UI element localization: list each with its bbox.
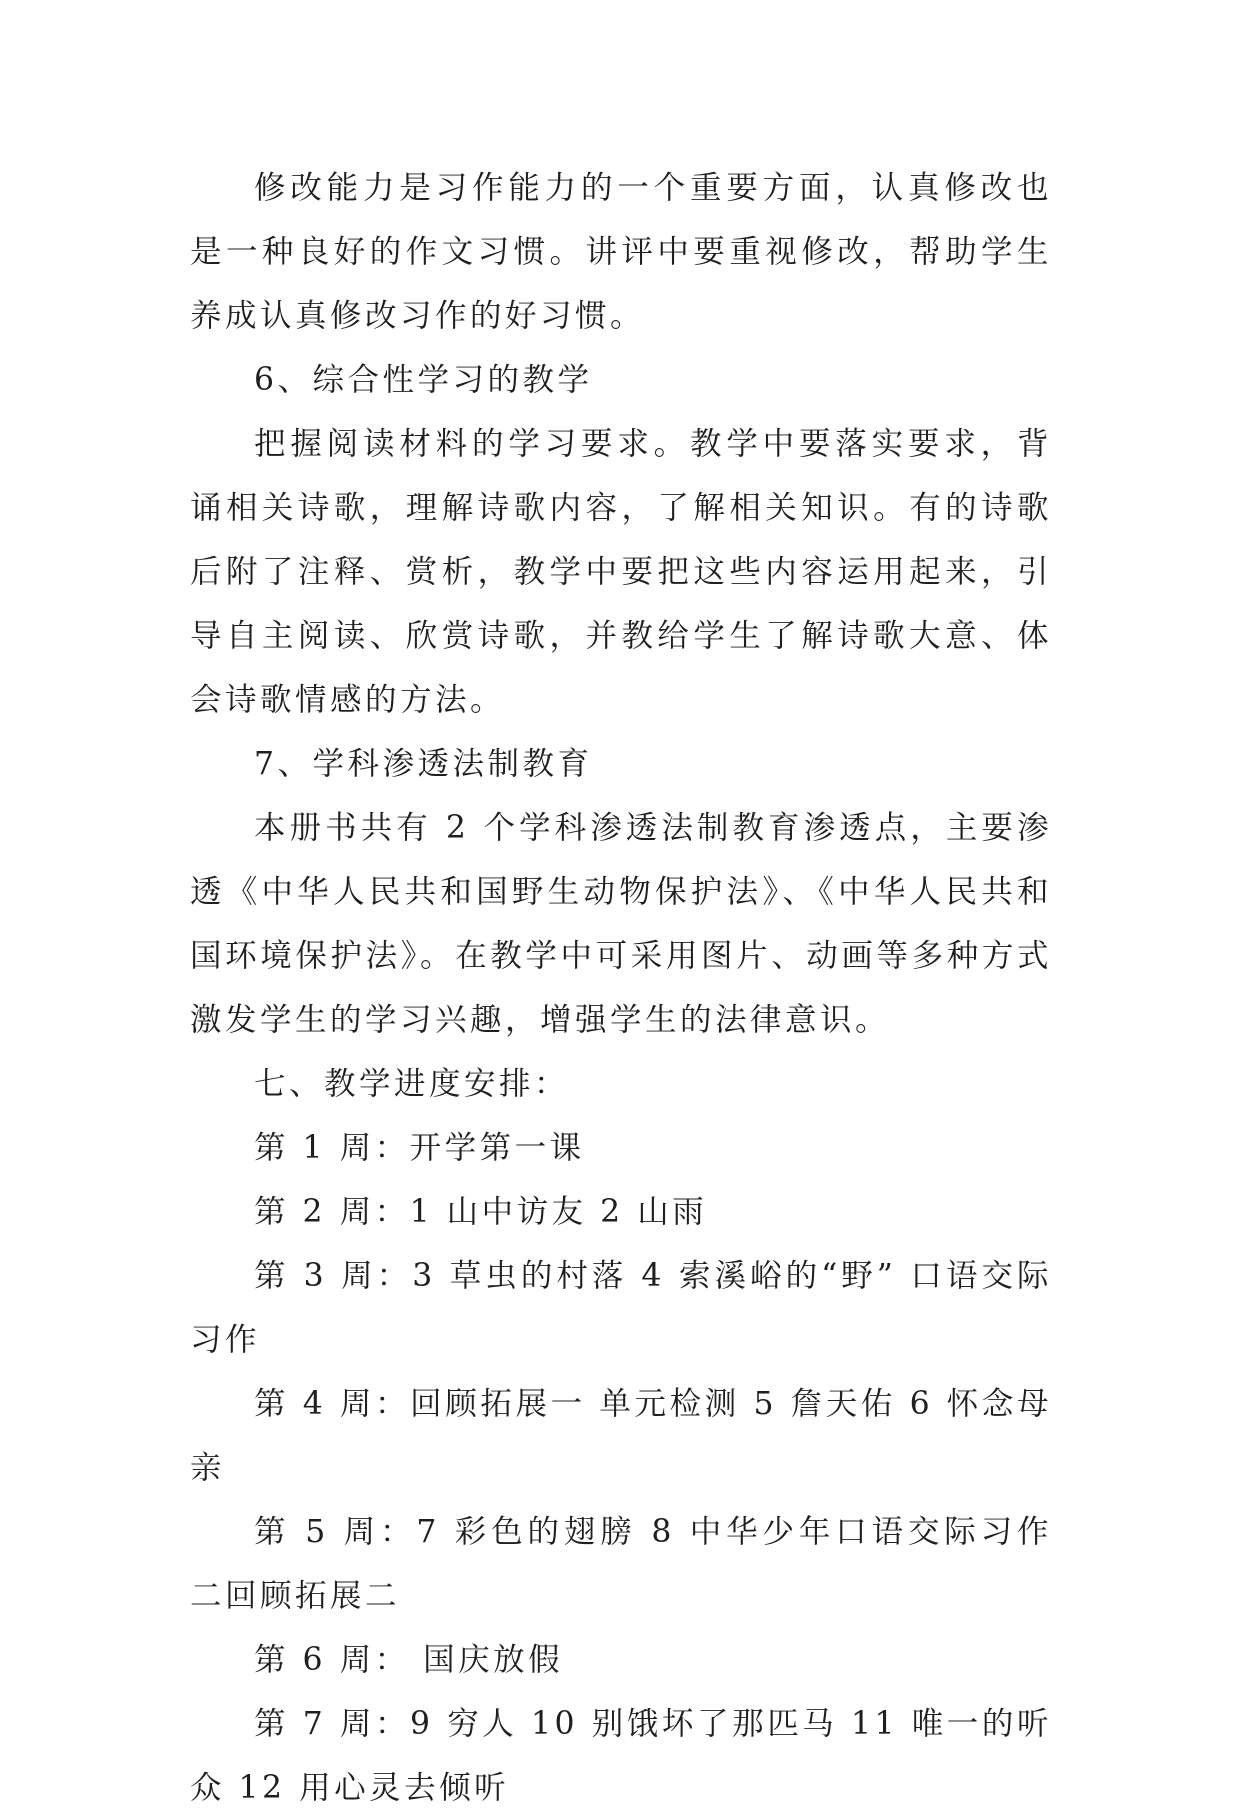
schedule-week-6: 第 6 周： 国庆放假: [254, 1642, 564, 1678]
paragraph-reading-materials: 把握阅读材料的学习要求。教学中要落实要求，背诵相关诗歌，理解诗歌内容，了解相关知识。有的诗歌后附了注释、赏析，教学中要把这些内容运用起来，引导自主阅读、欣赏诗歌，并教给学生了解诗歌大意、体会诗歌情感的方法。: [190, 426, 1052, 718]
paragraph-revision-ability: 修改能力是习作能力的一个重要方面，认真修改也是一种良好的作文习惯。讲评中要重视修改，帮助学生养成认真修改习作的好习惯。: [190, 170, 1052, 334]
schedule-week-5: 第 5 周：7 彩色的翅膀 8 中华少年口语交际习作二回顾拓展二: [190, 1514, 1052, 1614]
heading-teaching-schedule: 七、教学进度安排：: [254, 1066, 570, 1102]
heading-integrated-learning: 6、综合性学习的教学: [254, 362, 593, 398]
paragraph-legal-education: 本册书共有 2 个学科渗透法制教育渗透点，主要渗透《中华人民共和国野生动物保护法》、《中华人民共和国环境保护法》。在教学中可采用图片、动画等多种方式激发学生的学习兴趣，增强学生的法律意识。: [190, 810, 1052, 1038]
schedule-week-3: 第 3 周：3 草虫的村落 4 索溪峪的“野” 口语交际习作: [190, 1258, 1052, 1358]
heading-legal-education: 7、学科渗透法制教育: [254, 746, 593, 782]
document-body: [190, 156, 1052, 1820]
schedule-week-7: 第 7 周：9 穷人 10 别饿坏了那匹马 11 唯一的听众 12 用心灵去倾听: [190, 1706, 1052, 1806]
schedule-week-4: 第 4 周：回顾拓展一 单元检测 5 詹天佑 6 怀念母亲: [190, 1386, 1052, 1486]
schedule-week-1: 第 1 周：开学第一课: [254, 1130, 585, 1166]
schedule-week-2: 第 2 周：1 山中访友 2 山雨: [254, 1194, 708, 1230]
